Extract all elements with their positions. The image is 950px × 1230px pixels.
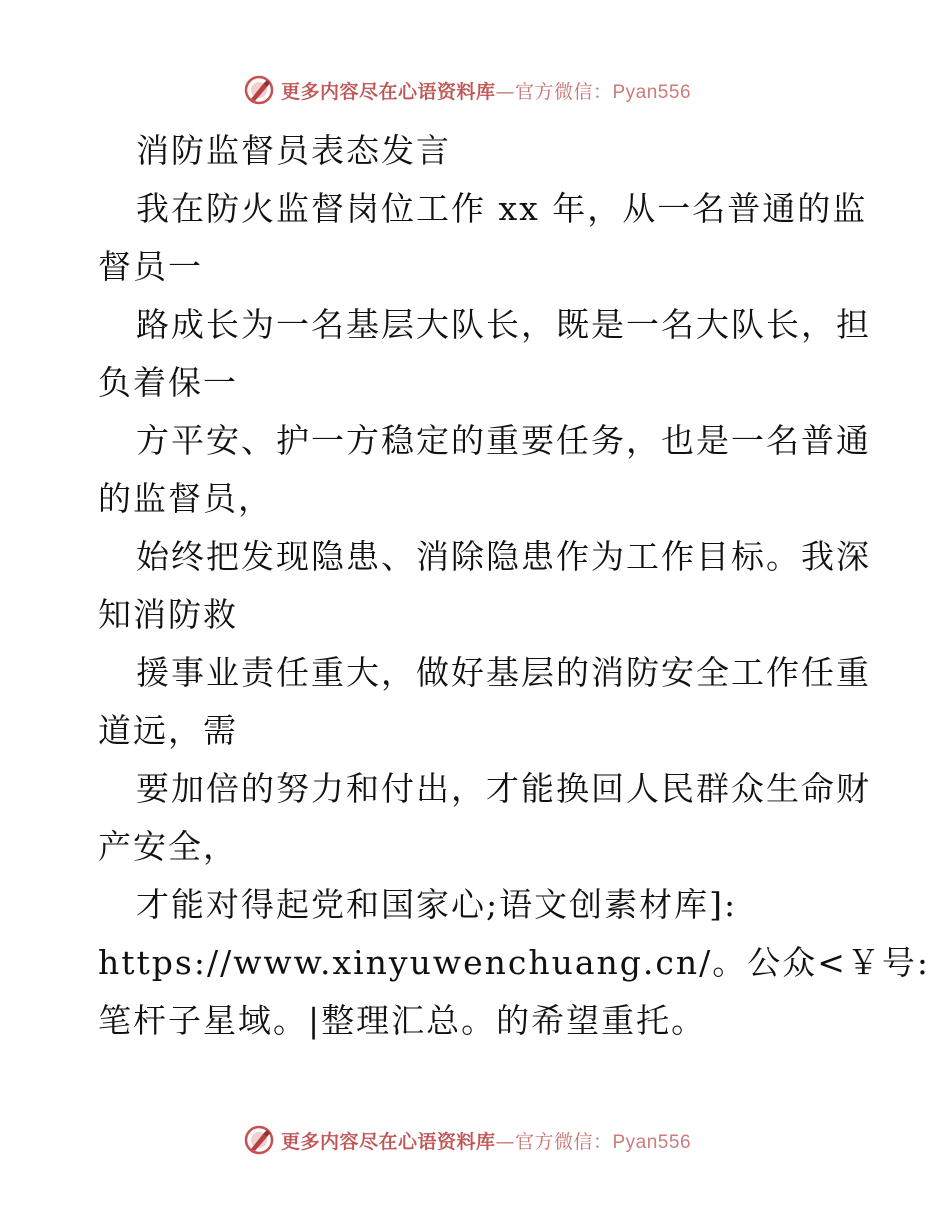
text-line: 产安全， [98, 827, 238, 866]
text-line: https://www.xinyuwenchuang.cn/。公众<￥号: [98, 943, 931, 982]
banner-text [281, 77, 691, 104]
text-line: 方平安、护一方稳定的重要任务，也是一名普通 [136, 421, 871, 460]
text-line: 督员一 [98, 247, 203, 286]
text-line: 始终把发现隐患、消除隐患作为工作目标。我深 [136, 537, 871, 576]
text-line: 路成长为一名基层大队长，既是一名大队长，担 [136, 305, 871, 344]
banner-wechat-label: 官方微信： [514, 1130, 613, 1153]
banner-wechat-label: 官方微信： [514, 80, 613, 103]
document-title: 消防监督员表态发言 [136, 131, 451, 170]
banner-wechat-id: Pyan556 [612, 1131, 692, 1153]
banner-dash: — [495, 1130, 515, 1153]
text-line: 道远，需 [98, 711, 238, 750]
header-watermark-banner [0, 70, 950, 110]
footer-watermark-banner [0, 1120, 950, 1160]
text-line: 我在防火监督岗位工作 xx 年，从一名普通的监 [136, 189, 868, 228]
pen-logo-icon [243, 74, 275, 106]
text-line: 的监督员， [98, 479, 273, 518]
banner-site-name: 更多内容尽在心语资料库 [280, 80, 496, 103]
text-line: 援事业责任重大，做好基层的消防安全工作任重 [136, 653, 871, 692]
banner-wechat-id: Pyan556 [612, 81, 692, 103]
text-line: 知消防救 [98, 595, 238, 634]
document-body [98, 122, 931, 1050]
pen-logo-icon [243, 1124, 275, 1156]
text-line: 才能对得起党和国家心;语文创素材库]: [136, 885, 738, 924]
banner-site-name: 更多内容尽在心语资料库 [280, 1130, 496, 1153]
text-line: 笔杆子星域。|整理汇总。的希望重托。 [98, 1001, 707, 1040]
banner-dash: — [495, 80, 515, 103]
text-line: 负着保一 [98, 363, 238, 402]
text-line: 要加倍的努力和付出，才能换回人民群众生命财 [136, 769, 871, 808]
banner-text [281, 1127, 691, 1154]
